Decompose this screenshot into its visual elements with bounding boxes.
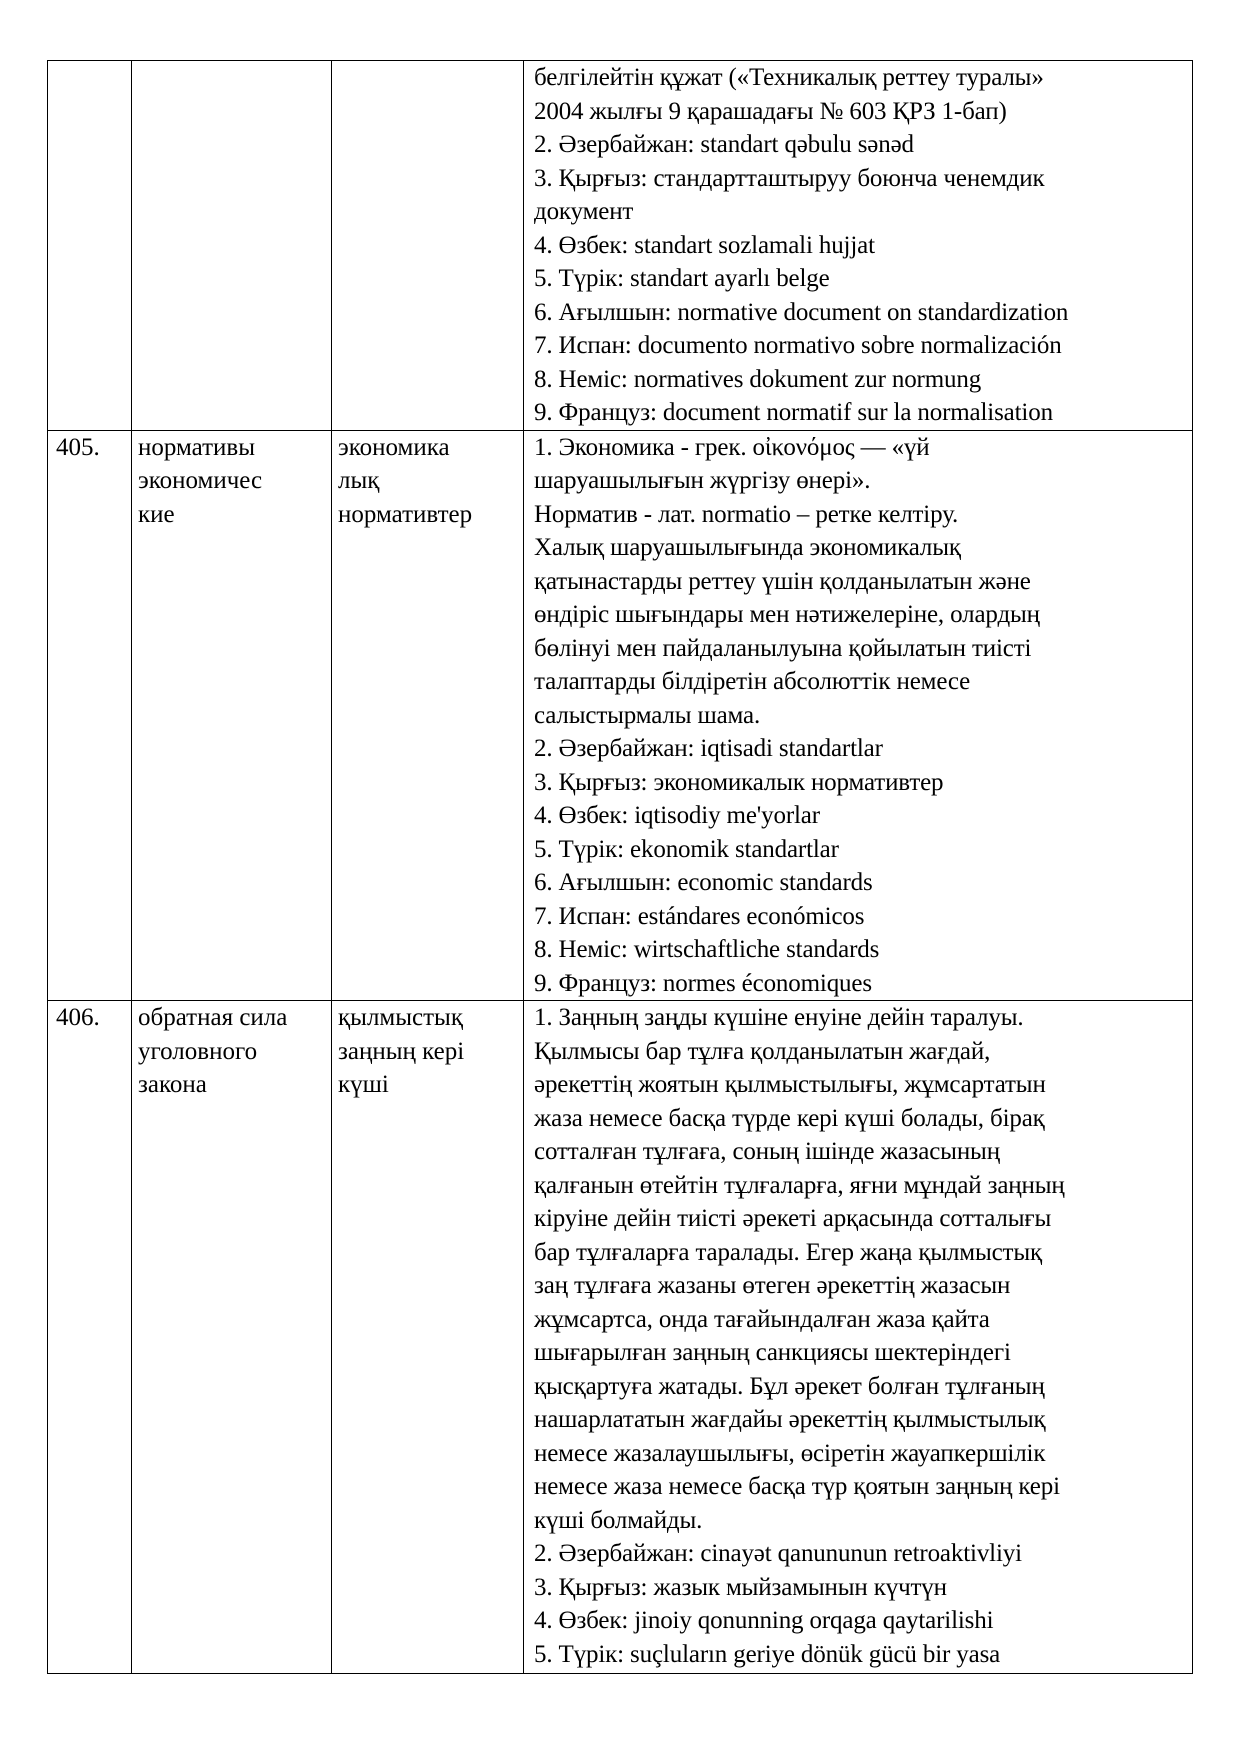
definition-line: талаптарды білдіретін абсолюттік немесе (534, 668, 971, 695)
russian-term-line: экономичес (138, 467, 263, 494)
definition-line: 2. Әзербайжан: standart qəbulu sənəd (534, 131, 914, 158)
kazakh-term-cell (332, 430, 524, 1001)
definition-line: қалғанын өтейтін тұлғаларға, яғни мұндай заңның (534, 1171, 1065, 1199)
definition-line: 5. Түрік: standart ayarlı belge (534, 265, 830, 292)
definition-line: белгілейтін құжат («Техникалық реттеу туралы» (534, 64, 1044, 91)
russian-term-cell (132, 61, 332, 431)
definition-line: 5. Түрік: suçluların geriye dönük gücü bir yasa (534, 1640, 1001, 1668)
definition-line: 2. Әзербайжан: cinayət qanununun retroaktivliyi (534, 1540, 1022, 1567)
definition-line: 4. Өзбек: jinoiy qonunning orqaga qaytarilishi (534, 1607, 994, 1634)
definition-line: қысқартуға жатады. Бұл әрекет болған тұлғаның (534, 1372, 1045, 1400)
definition-line: 3. Қырғыз: жазык мыйзамынын күчтүн (534, 1573, 947, 1601)
definition-line: бар тұлғаларға таралады. Егер жаңа қылмыстық (534, 1238, 1042, 1266)
definition-line: 9. Француз: normes économiques (534, 969, 872, 997)
russian-term-line: обратная сила (138, 1004, 288, 1031)
definition-line: 2. Әзербайжан: iqtisadi standartlar (534, 735, 883, 762)
definition-line: бөлінуі мен пайдаланылуына қойылатын тиісті (534, 634, 1032, 662)
definition-line: немесе жаза немесе басқа түр қоятын заңның кері (534, 1473, 1060, 1500)
definition-line: сотталған тұлғаға, соның ішінде жазасының (534, 1138, 1000, 1165)
definition-line: 6. Ағылшын: normative document on standardization (534, 298, 1069, 326)
entry-number-cell (48, 1001, 132, 1674)
definition-line: документ (534, 198, 634, 225)
kazakh-term-line: экономика (338, 433, 450, 461)
definition-line: Қылмысы бар тұлға қолданылатын жағдай, (534, 1037, 991, 1065)
table-row (48, 61, 1193, 431)
definition-line: салыстырмалы шама. (534, 701, 761, 729)
kazakh-term-cell (332, 61, 524, 431)
definition-cell (524, 430, 1193, 1001)
definition-line: 4. Өзбек: standart sozlamali hujjat (534, 231, 875, 259)
definition-cell (524, 1001, 1193, 1674)
definition-line: 8. Неміс: wirtschaftliche standards (534, 936, 880, 963)
table-row (48, 1001, 1193, 1674)
definition-cell (524, 61, 1193, 431)
definition-line: жаза немесе басқа түрде кері күші болады, бірақ (534, 1104, 1045, 1132)
dictionary-table (47, 60, 1193, 1674)
kazakh-term-line: қылмыстық (338, 1004, 463, 1031)
kazakh-term-line: лық (338, 467, 380, 494)
entry-number: 406. (56, 1004, 100, 1031)
definition-line: 8. Неміс: normatives dokument zur normung (534, 365, 982, 393)
entry-number-cell (48, 430, 132, 1001)
kazakh-term-line: заңның кері (338, 1037, 465, 1065)
definition-line: 2004 жылғы 9 қарашадағы № 603 ҚРЗ 1-бап) (534, 97, 1007, 125)
definition-line: 1. Заңның заңды күшіне енуіне дейін таралуы. (534, 1004, 1024, 1031)
definition-line: Норматив - лат. normatio – ретке келтіру. (534, 500, 959, 528)
definition-line: кіруіне дейін тиісті әрекеті арқасында сотталығы (534, 1205, 1052, 1232)
definition-line: нашарлататын жағдайы әрекеттің қылмыстылық (534, 1406, 1046, 1433)
kazakh-term-cell (332, 1001, 524, 1674)
russian-term-line: уголовного (138, 1037, 258, 1065)
table-row (48, 430, 1193, 1001)
russian-term-line: кие (138, 500, 175, 528)
definition-line: Халық шаруашылығында экономикалық (534, 534, 961, 561)
definition-line: шаруашылығын жүргізу өнері». (534, 467, 871, 494)
definition-line: 9. Француз: document normatif sur la normalisation (534, 399, 1053, 426)
russian-term-line: нормативы (138, 433, 256, 461)
definition-line: жұмсартса, онда тағайындалған жаза қайта (534, 1305, 990, 1333)
russian-term-line: закона (138, 1071, 207, 1098)
definition-line: 6. Ағылшын: economic standards (534, 869, 873, 896)
definition-line: 3. Қырғыз: стандартташтыруу боюнча ченемдик (534, 164, 1045, 192)
russian-term-cell (132, 1001, 332, 1674)
definition-line: немесе жазалаушылығы, өсіретін жауапкершілік (534, 1439, 1046, 1467)
kazakh-term-line: күші (338, 1071, 389, 1098)
definition-line: 4. Өзбек: iqtisodiy me'yorlar (534, 802, 820, 829)
definition-line: 3. Қырғыз: экономикалык нормативтер (534, 768, 944, 796)
definition-line: шығарылған заңның санкциясы шектеріндегі (534, 1339, 1011, 1366)
definition-line: өндіріс шығындары мен нәтижелеріне, олардың (534, 601, 1040, 628)
russian-term-cell (132, 430, 332, 1001)
definition-line: 7. Испан: estándares económicos (534, 902, 865, 930)
entry-number-cell (48, 61, 132, 431)
definition-line: 7. Испан: documento normativo sobre normalización (534, 332, 1062, 359)
definition-line: 1. Экономика - грек. οἰκονόμος — «үй (534, 433, 930, 461)
kazakh-term-line: нормативтер (338, 500, 473, 528)
definition-line: 5. Түрік: ekonomik standartlar (534, 835, 839, 863)
definition-line: әрекеттің жоятын қылмыстылығы, жұмсартатын (534, 1071, 1046, 1098)
definition-line: заң тұлғаға жазаны өтеген әрекеттің жазасын (534, 1272, 1011, 1299)
definition-line: күші болмайды. (534, 1506, 703, 1534)
definition-line: қатынастарды реттеу үшін қолданылатын және (534, 567, 1031, 595)
entry-number: 405. (56, 433, 100, 461)
